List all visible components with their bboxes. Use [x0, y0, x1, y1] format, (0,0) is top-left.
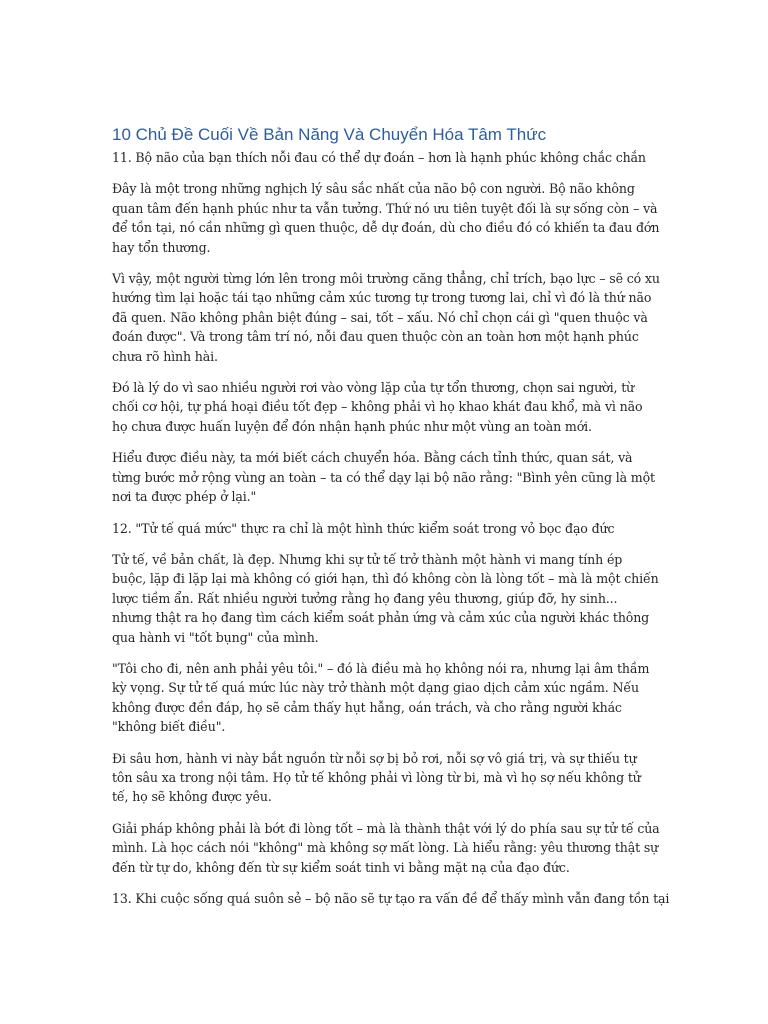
paragraph: Hiểu được điều này, ta mới biết cách chuyển hóa. Bằng cách tỉnh thức, quan sát, và từng bước mở rộng vùng an toàn – ta có thể dạy lại bộ não rằng: "Bình yên cũng là một nơi ta được phép ở lại." — [112, 450, 655, 505]
paragraph: Đây là một trong những nghịch lý sâu sắc nhất của não bộ con người. Bộ não không quan tâm đến hạnh phúc như ta vẫn tưởng. Thứ nó ưu tiên tuyệt đối là sự sống còn – và để tồn tại, nó cần những gì quen thuộc, dễ dự đoán, dù cho điều đó có khiến ta đau đớn hay tổn thương. — [112, 181, 660, 255]
section-heading-12: 12. "Tử tế quá mức" thực ra chỉ là một hình thức kiểm soát trong vỏ bọc đạo đức — [112, 520, 615, 536]
paragraph: Tử tế, về bản chất, là đẹp. Nhưng khi sự tử tế trở thành một hành vi mang tính ép buộc, lặp đi lặp lại mà không có giới hạn, thì đó không còn là lòng tốt – mà là một chiến lược tiềm ẩn. Rất nhiều người tưởng rằng họ đang yêu thương, giúp đỡ, hy sinh... nhưng thật ra họ đang tìm cách kiểm soát phản ứng và cảm xúc của người khác thông qua hành vi "tốt bụng" của mình. — [112, 551, 659, 645]
document-title: 10 Chủ Đề Cuối Về Bản Năng Và Chuyển Hóa Tâm Thức — [112, 125, 547, 144]
section-heading-13: 13. Khi cuộc sống quá suôn sẻ – bộ não sẽ tự tạo ra vấn đề để thấy mình vẫn đang tồn tại — [112, 891, 670, 906]
paragraph: "Tôi cho đi, nên anh phải yêu tôi." – đó là điều mà họ không nói ra, nhưng lại âm thầm kỳ vọng. Sự tử tế quá mức lúc này trở thành một dạng giao dịch cảm xúc ngầm. Nếu không được đền đáp, họ sẽ cảm thấy hụt hẫng, oán trách, và cho rằng người khác "không biết điều". — [112, 660, 650, 735]
section-heading-11: 11. Bộ não của bạn thích nỗi đau có thể dự đoán – hơn là hạnh phúc không chắc chắn — [112, 150, 646, 165]
paragraph: Giải pháp không phải là bớt đi lòng tốt – mà là thành thật với lý do phía sau sự tử tế của mình. Là học cách nói "không" mà không sợ mất lòng. Là hiểu rằng: yêu thương thật sự đến từ tự do, không đến từ sự kiểm soát tinh vi bằng mặt nạ của đạo đức. — [112, 820, 660, 875]
paragraph: Đó là lý do vì sao nhiều người rơi vào vòng lặp của tự tổn thương, chọn sai người, từ chối cơ hội, tự phá hoại điều tốt đẹp – không phải vì họ khao khát đau khổ, mà vì não họ chưa được huấn luyện để đón nhận hạnh phúc như một vùng an toàn mới. — [112, 380, 643, 434]
document-page — [112, 124, 670, 920]
paragraph: Đi sâu hơn, hành vi này bắt nguồn từ nỗi sợ bị bỏ rơi, nỗi sợ vô giá trị, và sự thiếu tự tôn sâu xa trong nội tâm. Họ tử tế không phải vì lòng từ bi, mà vì họ sợ nếu không tử tế, họ sẽ không được yêu. — [112, 750, 641, 805]
paragraph: Vì vậy, một người từng lớn lên trong môi trường căng thẳng, chỉ trích, bạo lực – sẽ có xu hướng tìm lại hoặc tái tạo những cảm xúc tương tự trong tương lai, chỉ vì đó là thứ não đã quen. Não không phân biệt đúng – sai, tốt – xấu. Nó chỉ chọn cái gì "quen thuộc và đoán được". Và trong tâm trí nó, nỗi đau quen thuộc còn an toàn hơn một hạnh phúc chưa rõ hình hài. — [112, 271, 660, 364]
